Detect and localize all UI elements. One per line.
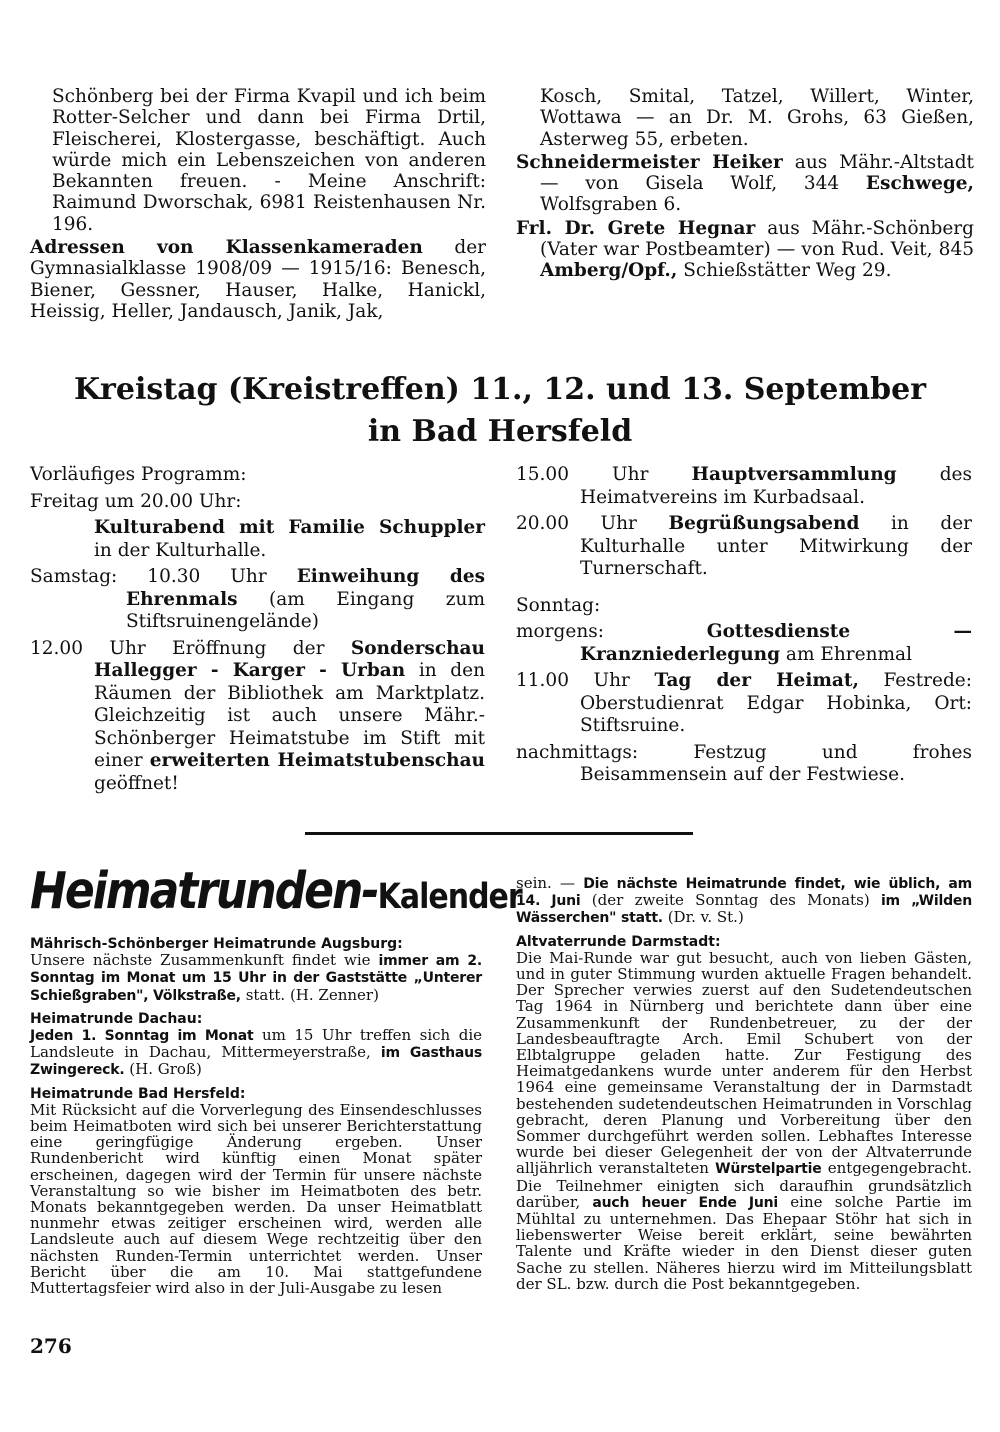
text-run: aus Mähr.-Schönberg (Vater war Postbeamter) — von Rud. Veit, 845 xyxy=(540,217,974,261)
entry-body xyxy=(30,1102,482,1296)
text-run: um 15 Uhr treffen sich die Landsleute in Dachau, Mittermeyerstraße, xyxy=(30,1026,482,1062)
kalender-left-column xyxy=(30,936,482,1303)
bold-text-run: Gottesdienste — Kranzniederlegung xyxy=(580,621,972,665)
bold-text-run: im „Wilden Wässerchen" statt. xyxy=(516,893,972,927)
bold-text-run: Frl. Dr. Grete Hegnar xyxy=(516,217,756,239)
text-run: am Ehrenmal xyxy=(780,643,912,665)
page-number: 276 xyxy=(30,1334,72,1358)
text-run: des Heimatvereins im Kurbadsaal. xyxy=(580,464,972,508)
kalender-title xyxy=(30,862,522,921)
entry-heading: Heimatrunde Bad Hersfeld: xyxy=(30,1085,246,1102)
text-run: Samstag: 10.30 Uhr xyxy=(30,566,297,587)
text-run: Festrede: Oberstudienrat Edgar Hobinka, Ort: Stiftsruine. xyxy=(580,670,972,736)
classmates-notice xyxy=(30,237,486,322)
top-left-column xyxy=(30,86,486,324)
bold-text-run: Jeden 1. Sonntag im Monat xyxy=(30,1028,254,1045)
entry-body xyxy=(30,1027,482,1079)
text-run: Wolfsgraben 6. xyxy=(540,194,682,216)
entry-heading: Altvaterrunde Darmstadt: xyxy=(516,933,721,950)
bold-text-run: Begrüßungsabend xyxy=(668,513,860,534)
entry-body xyxy=(30,952,482,1004)
kalender-entries xyxy=(30,936,482,1296)
kalender-title-main: Heimatrunden- xyxy=(30,862,378,921)
program-item xyxy=(516,621,972,666)
bold-text-run: Die nächste Heimatrunde findet, wie üblich, am 14. Juni xyxy=(516,876,972,910)
bold-text-run: Adressen von Klassenkameraden xyxy=(30,237,423,259)
text-run: Vorläufiges Programm: xyxy=(30,464,247,485)
text-run: sein. — xyxy=(516,874,584,892)
text-run: Sonntag: xyxy=(516,594,601,616)
program-friday xyxy=(30,491,485,514)
text-run: geöffnet! xyxy=(94,772,179,794)
text-run: aus Mähr.-Altstadt — von Gisela Wolf, 344 xyxy=(540,151,974,195)
search-notice-heiker xyxy=(516,152,974,216)
text-run: entgegengebracht. Die Teilnehmer einigten sich daraufhin grundsätzlich darüber, xyxy=(516,1159,972,1211)
text-run: (der zweite Sonntag des Monats) xyxy=(580,891,881,910)
program-item xyxy=(30,638,485,796)
bold-text-run: immer am 2. Sonntag im Monat um 15 Uhr in der Gaststätte „Unterer Schießgraben", Völkstraße, xyxy=(30,953,482,1004)
text-run: 11.00 Uhr xyxy=(516,670,655,691)
text-run: Die Mai-Runde war gut besucht, auch von lieben Gästen, und in guter Stimmung wurden aktuelle Fragen behandelt. Der Sprecher verwies zuerst auf den Sudetendeutschen Tag 1964 in Nürnberg und berichtete dann über eine Zusammenkunft der Rundenbetreuer, zu der der Landesbeauftragte Arch. Emil Schubert von der Elbtalgruppe geladen hatte. Zur Festigung des Heimatgedankens wurde unter anderem für den Herbst 1964 eine gemeinsame Veranstaltung der in Darmstadt bestehenden sudetendeutschen Heimatrunden in Vorschlag gebracht, deren Planung und Vorbereitung über den Sommer durchgeführt werden sollen. Lebhaftes Interesse wurde bei dieser Gelegenheit der von der Altvaterrunde alljährlich veranstalteten xyxy=(516,948,972,1178)
letter-text xyxy=(30,86,486,235)
text-run: 12.00 Uhr Eröffnung der xyxy=(30,637,351,659)
kalender-entries xyxy=(516,875,972,1292)
bold-text-run: Schneidermeister Heiker xyxy=(516,151,783,173)
text-run: (Dr. v. St.) xyxy=(662,908,744,927)
bold-text-run: Hauptversammlung xyxy=(691,464,897,485)
program-item xyxy=(516,670,972,738)
text-run: Unsere nächste Zusammenkunft findet wie xyxy=(30,951,379,970)
bold-text-run: erweiterten Heimatstubenschau xyxy=(149,750,486,771)
kreistag-subtitle: in Bad Hersfeld xyxy=(367,414,633,449)
kreistag-title: Kreistag (Kreistreffen) 11., 12. und 13. September xyxy=(73,372,926,407)
entry-body xyxy=(516,875,972,927)
bold-text-run: im Gasthaus Zwingereck. xyxy=(30,1045,482,1079)
text-run: in den Räumen der Bibliothek am Marktplatz. Gleichzeitig ist auch unsere Mähr.-Schönberger Heimatstube im Stift mit einer xyxy=(94,660,485,771)
text-run: eine solche Partie im Mühltal zu unternehmen. Das Ehepaar Stöhr hat sich in liebenswerter Weise bereit erklärt, seine bewährten Talente und Kräfte wieder in den Dienst dieser guten Sache zu stellen. Näheres hierzu wird im Mitteilungsblatt der SL. bzw. durch die Post bekanntgegeben. xyxy=(516,1192,972,1293)
text-run: 20.00 Uhr xyxy=(516,513,669,534)
bold-text-run: Würstelpartie xyxy=(715,1161,822,1178)
text-run: statt. (H. Zenner) xyxy=(240,985,379,1004)
program-item xyxy=(516,742,972,787)
program-item xyxy=(516,513,972,581)
text-run: der Gymnasialklasse 1908/09 — 1915/16: Benesch, Biener, Gessner, Hauser, Halke, Hanickl, Heissig, Heller, Jandausch, Janik, Jak, xyxy=(30,237,486,322)
program-sunday xyxy=(516,595,972,618)
text-run: nachmittags: Festzug und frohes Beisammensein auf der Festwiese. xyxy=(516,741,972,785)
text-run: Schönberg bei der Firma Kvapil und ich beim Rotter-Selcher und dann bei Firma Drtil, Fleischerei, Klostergasse, beschäftigt. Auch würde mich ein Lebenszeichen von anderen Bekannten freuen. - Meine Anschrift: Raimund Dworschak, 6981 Reistenhausen Nr. 196. xyxy=(52,86,486,235)
text-run: (H. Groß) xyxy=(124,1060,202,1079)
bold-text-run: Eschwege, xyxy=(865,173,974,195)
section-divider xyxy=(305,832,693,835)
kalender-right-column xyxy=(516,875,972,1299)
bold-text-run: auch heuer Ende Juni xyxy=(592,1194,779,1211)
text-run: (am Eingang zum Stiftsruinengelände) xyxy=(126,588,485,632)
bold-text-run: Einweihung des Ehrenmals xyxy=(126,566,486,610)
classmates-continued xyxy=(516,86,974,150)
text-run: Schießstätter Weg 29. xyxy=(677,260,892,282)
text-run: in der Kulturhalle. xyxy=(94,539,267,561)
bold-text-run: Tag der Heimat, xyxy=(654,670,859,691)
text-run: Freitag um 20.00 Uhr: xyxy=(30,490,242,512)
program-item xyxy=(30,566,485,634)
bold-text-run: Amberg/Opf., xyxy=(540,260,678,282)
text-run: 15.00 Uhr xyxy=(516,464,692,485)
text-run: Kosch, Smital, Tatzel, Willert, Winter, Wottawa — an Dr. M. Grohs, 63 Gießen, Asterweg 55, erbeten. xyxy=(540,86,974,150)
program-heading xyxy=(30,464,485,487)
entry-body xyxy=(516,950,972,1292)
program-right-column xyxy=(516,464,972,791)
search-notice-hegnar xyxy=(516,218,974,282)
program-item xyxy=(30,517,485,562)
text-run: morgens: xyxy=(516,621,707,642)
kalender-title-sub: Kalender xyxy=(377,876,522,918)
program-item xyxy=(516,464,972,509)
entry-heading: Heimatrunde Dachau: xyxy=(30,1010,203,1027)
bold-text-run: Sonderschau Hallegger - Karger - Urban xyxy=(94,637,485,681)
bold-text-run: Kulturabend mit Familie Schuppler xyxy=(94,517,485,538)
top-right-column xyxy=(516,86,974,284)
program-left-column xyxy=(30,464,485,799)
entry-heading: Mährisch-Schönberger Heimatrunde Augsburg: xyxy=(30,936,403,952)
text-run: in der Kulturhalle unter Mitwirkung der Turnerschaft. xyxy=(580,513,972,579)
text-run: Mit Rücksicht auf die Vorverlegung des Einsendeschlusses beim Heimatboten wird sich bei unserer Berichterstattung eine geringfügige Änderung ergeben. Unser Rundenbericht wird künftig einen Monat später erscheinen, dagegen wird der Termin für unsere nächste Veranstaltung so wie bisher im Heimatboten des betr. Monats bekanntgegeben werden. Da unser Heimatblatt nunmehr etwas zeitiger erscheinen wird, werden alle Landsleute auch auf diesem Wege rechtzeitig über den nächsten Runden-Termin unterrichtet werden. Unser Bericht über die am 10. Mai stattgefundene Muttertagsfeier wird also in der Juli-Ausgabe zu lesen xyxy=(30,1100,482,1298)
